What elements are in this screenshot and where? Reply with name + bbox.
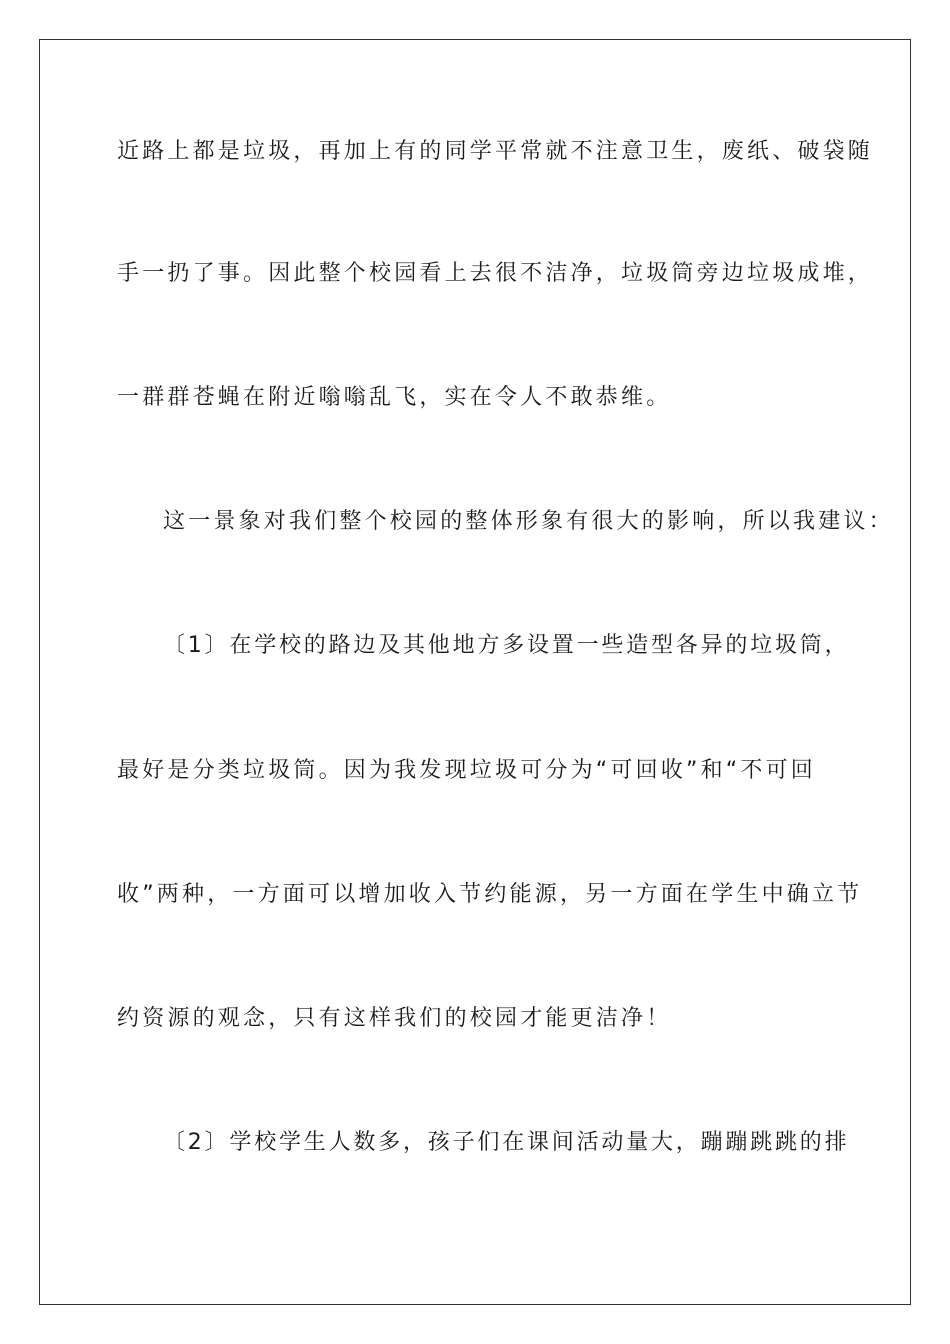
text-line-7: 收”两种，一方面可以增加收入节约能源，另一方面在学生中确立节 xyxy=(117,882,863,907)
text-line-6: 最好是分类垃圾筒。因为我发现垃圾可分为“可回收”和“不可回 xyxy=(117,758,816,783)
text-line-4: 这一景象对我们整个校园的整体形象有很大的影响，所以我建议： xyxy=(163,509,894,534)
text-line-5: 〔1〕在学校的路边及其他地方多设置一些造型各异的垃圾筒， xyxy=(163,633,850,658)
page-frame xyxy=(39,39,911,1305)
text-line-1: 近路上都是垃圾，再加上有的同学平常就不注意卫生，废纸、破袋随 xyxy=(117,139,874,164)
text-line-2: 手一扔了事。因此整个校园看上去很不洁净，垃圾筒旁边垃圾成堆， xyxy=(117,261,874,286)
text-line-3: 一群群苍蝇在附近嗡嗡乱飞，实在令人不敢恭维。 xyxy=(117,385,672,410)
text-line-8: 约资源的观念，只有这样我们的校园才能更洁净！ xyxy=(117,1006,672,1031)
text-line-9: 〔2〕学校学生人数多，孩子们在课间活动量大，蹦蹦跳跳的排 xyxy=(163,1130,850,1155)
